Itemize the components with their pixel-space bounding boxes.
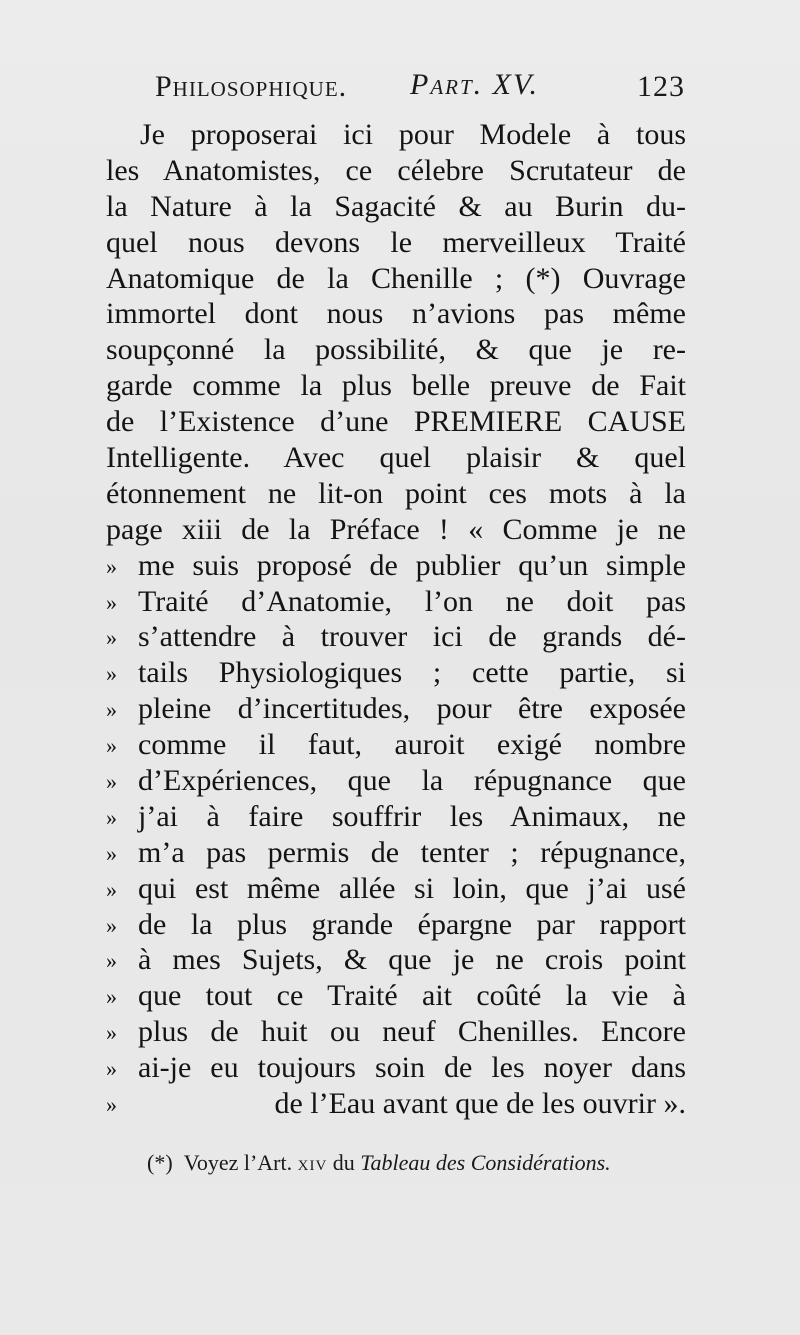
text-line [106,368,686,404]
text-line-content: quel nous devons le merveilleux Traité [106,225,686,259]
running-head-title: Philosophique. [155,70,348,103]
text-line [106,907,686,943]
text-line-content: les Anatomistes, ce célebre Scrutateur de [106,153,686,187]
text-line-content: pleine d’incertitudes, pour être exposée [138,692,686,726]
text-line [106,835,686,871]
text-line-content: qui est même allée si loin, que j’ai usé [138,871,686,905]
text-line-content: j’ai à faire souffrir les Animaux, ne [138,799,686,833]
footnote-lead: Voyez l’Art. [183,1150,293,1175]
text-line-content: garde comme la plus belle preuve de Fait [106,369,686,403]
running-head-part: Part. XV. [410,68,539,101]
page-number: 123 [637,70,685,103]
text-line-content: de l’Existence d’une PREMIERE CAUSE [106,405,686,439]
text-line [106,332,686,368]
text-line [106,1050,686,1086]
text-line-content: ai-je eu toujours soin de les noyer dans [138,1051,686,1085]
text-line [106,548,686,584]
text-line-content: Anatomique de la Chenille ; (*) Ouvrage [106,261,686,295]
text-line [106,296,686,332]
running-head [155,60,685,110]
text-line [106,584,686,620]
text-line-content: plus de huit ou neuf Chenilles. Encore [138,1015,686,1049]
text-line-content: Intelligente. Avec quel plaisir & quel [106,441,686,475]
quotation-mark: » [106,625,117,651]
text-line [106,727,686,763]
text-line-content: page xiii de la Préface ! « Comme je ne [106,512,686,546]
quotation-mark: » [106,804,117,830]
text-line [106,153,686,189]
text-line [106,440,686,476]
text-line [106,225,686,261]
quotation-mark: » [106,876,117,902]
text-line [106,512,686,548]
quotation-mark: » [106,1092,117,1118]
quotation-mark: » [106,1056,117,1082]
text-line [106,117,686,153]
text-line [106,871,686,907]
text-line-content: s’attendre à trouver ici de grands dé- [138,620,686,654]
text-line [106,1086,686,1122]
footnote-du: du [332,1150,355,1175]
footnote-article: xiv [297,1150,328,1175]
quotation-mark: » [106,1020,117,1046]
quotation-mark: » [106,661,117,687]
footnote-title: Tableau des Considérations. [360,1150,611,1175]
text-line-content: à mes Sujets, & que je ne crois point [138,943,686,977]
body-text [106,117,686,1122]
text-line-content: tails Physiologiques ; cette partie, si [138,656,686,690]
text-line-content: m’a pas permis de tenter ; répugnance, [138,835,686,869]
quotation-mark: » [106,733,117,759]
quotation-mark: » [106,769,117,795]
text-line [106,261,686,297]
footnote-mark: (*) [147,1150,173,1175]
text-line-content: de l’Eau avant que de les ouvrir ». [274,1087,686,1121]
text-line [106,942,686,978]
text-line-content: Traité d’Anatomie, l’on ne doit pas [138,584,686,618]
quotation-mark: » [106,984,117,1010]
quotation-mark: » [106,948,117,974]
text-line-content: étonnement ne lit-on point ces mots à la [106,476,686,510]
footnote [147,1150,692,1176]
text-line-content: me suis proposé de publier qu’un simple [138,548,686,582]
quotation-mark: » [106,840,117,866]
text-line [106,763,686,799]
text-line [106,1014,686,1050]
text-line [106,799,686,835]
quotation-mark: » [106,589,117,615]
text-line [106,476,686,512]
text-line [106,691,686,727]
text-line [106,404,686,440]
text-line-content: soupçonné la possibilité, & que je re- [106,333,686,367]
quotation-mark: » [106,553,117,579]
quotation-mark: » [106,697,117,723]
text-line [106,619,686,655]
quotation-mark: » [106,912,117,938]
text-line-content: de la plus grande épargne par rapport [138,907,686,941]
text-line-content: d’Expériences, que la répugnance que [138,764,686,798]
text-line [106,189,686,225]
text-line-content: comme il faut, auroit exigé nombre [138,728,686,762]
text-line [106,978,686,1014]
text-line-content: Je proposerai ici pour Modele à tous [140,118,686,151]
text-line [106,655,686,691]
text-line-content: immortel dont nous n’avions pas même [106,297,686,331]
text-line-content: que tout ce Traité ait coûté la vie à [138,979,686,1013]
text-line-content: la Nature à la Sagacité & au Burin du- [106,189,686,223]
